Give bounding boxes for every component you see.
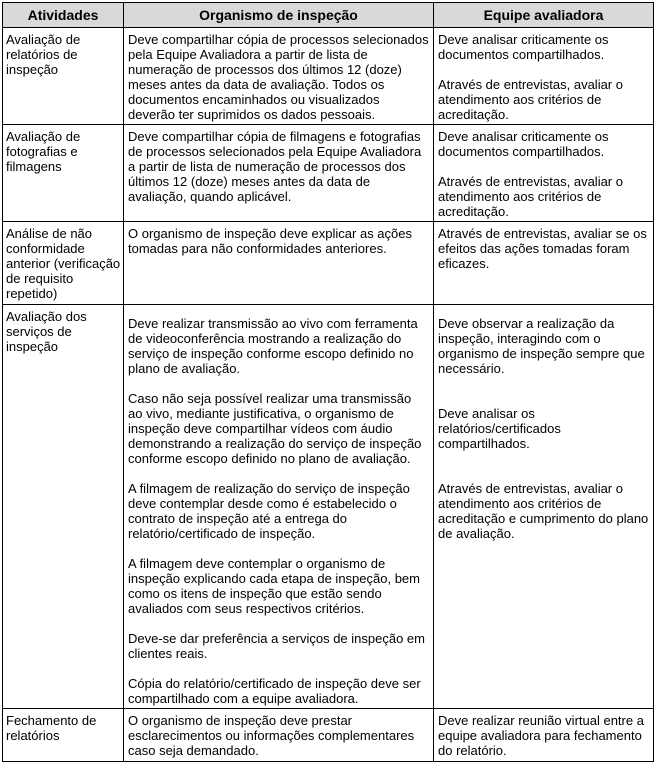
equipe-text: Deve observar a realização da inspeção, interagindo com o organismo de inspeção sempre que necessário. [438, 316, 645, 376]
equipe-cell [434, 305, 654, 709]
activity-cell: Análise de não conformidade anterior (verificação de requisito repetido) [3, 222, 124, 305]
organismo-text: O organismo de inspeção deve prestar esclarecimentos ou informações complementares caso seja demandado. [128, 713, 415, 758]
organismo-text: Deve compartilhar cópia de processos selecionados pela Equipe Avaliadora a partir de lista de numeração de processos dos últimos 12 (doze) meses antes da data de avaliação. Todos os documentos encaminhados ou visualizados deverão ter suprimidos os dados pessoais. [128, 32, 429, 122]
table-row [3, 125, 654, 222]
table-row [3, 305, 654, 709]
organismo-cell [124, 709, 434, 762]
equipe-text: Através de entrevistas, avaliar o atendimento aos critérios de acreditação. [438, 174, 623, 219]
organismo-text: Cópia do relatório/certificado de inspeção deve ser compartilhado com a equipe avaliadora. [128, 676, 421, 706]
activity-cell: Fechamento de relatórios [3, 709, 124, 762]
equipe-cell [434, 28, 654, 125]
organismo-text: O organismo de inspeção deve explicar as ações tomadas para não conformidades anteriores. [128, 226, 412, 256]
organismo-cell [124, 28, 434, 125]
equipe-cell [434, 709, 654, 762]
activity-cell: Avaliação dos serviços de inspeção [3, 305, 124, 709]
organismo-cell [124, 125, 434, 222]
equipe-text: Através de entrevistas, avaliar se os efeitos das ações tomadas foram eficazes. [438, 226, 647, 271]
table-row [3, 709, 654, 762]
equipe-text: Através de entrevistas, avaliar o atendimento aos critérios de acreditação e cumprimento do plano de avaliação. [438, 481, 649, 541]
organismo-text: A filmagem de realização do serviço de inspeção deve contemplar desde como é estabelecido o contrato de inspeção até a entrega do relatório/certificado de inspeção. [128, 481, 410, 541]
equipe-cell [434, 222, 654, 305]
header-organismo: Organismo de inspeção [124, 3, 434, 28]
organismo-cell [124, 222, 434, 305]
equipe-text: Deve analisar os relatórios/certificados compartilhados. [438, 406, 561, 451]
table-row [3, 28, 654, 125]
equipe-text: Deve realizar reunião virtual entre a equipe avaliadora para fechamento do relatório. [438, 713, 644, 758]
equipe-cell [434, 125, 654, 222]
organismo-text: Deve compartilhar cópia de filmagens e fotografias de processos selecionados pela Equipe Avaliadora a partir de lista de numeração de processos dos últimos 12 (doze) meses antes da data de avaliação, quando aplicável. [128, 129, 422, 204]
header-equipe: Equipe avaliadora [434, 3, 654, 28]
organismo-text: A filmagem deve contemplar o organismo de inspeção explicando cada etapa de inspeção, bem como os itens de inspeção que estão sendo avaliados com seus respectivos critérios. [128, 556, 420, 616]
header-row [3, 3, 654, 28]
equipe-text: Deve analisar criticamente os documentos compartilhados. [438, 129, 609, 159]
organismo-text: Deve realizar transmissão ao vivo com ferramenta de videoconferência mostrando a realização do serviço de inspeção conforme escopo definido no plano de avaliação. [128, 316, 418, 376]
activity-cell: Avaliação de relatórios de inspeção [3, 28, 124, 125]
organismo-text: Deve-se dar preferência a serviços de inspeção em clientes reais. [128, 631, 425, 661]
equipe-text: Deve analisar criticamente os documentos compartilhados. [438, 32, 609, 62]
table-row [3, 222, 654, 305]
organismo-cell [124, 305, 434, 709]
activity-cell: Avaliação de fotografias e filmagens [3, 125, 124, 222]
header-atividades: Atividades [3, 3, 124, 28]
equipe-text: Através de entrevistas, avaliar o atendimento aos critérios de acreditação. [438, 77, 623, 122]
organismo-text: Caso não seja possível realizar uma transmissão ao vivo, mediante justificativa, o organismo de inspeção deve compartilhar vídeos com áudio demonstrando a realização do serviço de inspeção conforme escopo definido no plano de avaliação. [128, 391, 422, 466]
activities-table [2, 2, 654, 762]
